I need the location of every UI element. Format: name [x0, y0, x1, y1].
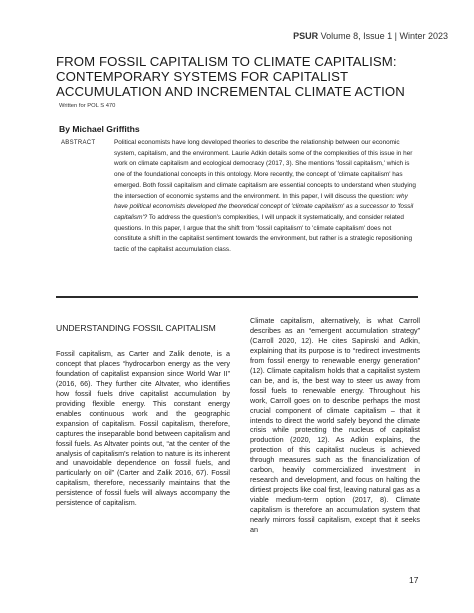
journal-name: PSUR — [293, 31, 319, 41]
body-column-right: Climate capitalism, alternatively, is what Carroll describes as an “emergent accumulation strategy” (Carroll 2020, 12). He cites Sapinski and Adkin, explaining that its purpose is to “redirect investments from fossil energy to renewable energy generation” (12). Climate capitalism holds that a capitalist system can be, and is, the best way to steer us away from fossil fuels to renewable energy. Throughout his work, Carroll goes on to describe perhaps the most crucial component of climate capitalism – that it intends to direct the world safely beyond the climate crisis while protecting the nucleus of capitalist production (2020, 12). As Adkin explains, the protection of this capitalist nucleus is achieved through measures such as the financialization of carbon, heavily commercialized investment in research and development, and focus on halting the dirtiest projects like coal first, leaving natural gas as a viable medium-term option (2017, 8). Climate capitalism is therefore an accumulation system that nearly mirrors fossil capitalism, except that it seeks an — [250, 316, 420, 535]
research-question: why have political economists developed the theoretical concept of 'climate capitalism' as a successor to 'fossil capitalism'? — [114, 192, 414, 221]
abstract-text-before-question: Political economists have long developed theories to describe the relationship between our economic system, capitalism, and the environment. Laurie Adkin details some of the complexities of this issue in her work on climate capitalism and ecological democracy (2017, 3). She mentions 'fossil capitalism,' which is one of the foundational concepts in this ontology. More recently, the concept of 'climate capitalism' has emerged. Both fossil capitalism and climate capitalism are essential concepts to understand when studying the intersection of economic systems and the environment. In this paper, I will discuss the question: — [114, 139, 416, 200]
issue-info: Volume 8, Issue 1 | Winter 2023 — [318, 31, 448, 41]
abstract-text — [114, 138, 417, 256]
journal-header — [293, 31, 448, 41]
abstract-text-after-question: To address the question's complexities, I will unpack it systematically, and consider related questions. In this paper, I argue that the shift from 'fossil capitalism' to 'climate capitalism' does not constitute a shift in the capitalist sentiment towards the environment, but rather is a strategic repositioning tactic of the capitalist accumulation class. — [114, 213, 413, 254]
abstract-label: ABSTRACT — [61, 140, 96, 146]
page-number: 17 — [409, 575, 419, 585]
section-divider — [56, 296, 418, 298]
body-column-left: Fossil capitalism, as Carter and Zalik denote, is a concept that places “hydrocarbon energy as the very foundation of capitalist expansion since World War II” (2016, 66). They further cite Altvater, who identifies how fossil fuels drive capitalist accumulation by providing flexible energy. This constant energy enables continuous work and the geographic expansion of capitalism. Fossil capitalism, therefore, captures the inseparable bond between capitalism and fossil fuels. As Altvater points out, “at the center of the analysis of capitalism's relation to nature is its inherent and unavoidable dependence on fossil fuels, and particularly on oil” (Carter and Zalik 2016, 67). Fossil capitalism, therefore, necessarily maintains that the persistence of fossil fuels will always accompany the persistence of capitalism. — [56, 349, 230, 508]
author-byline: By Michael Griffiths — [59, 124, 140, 134]
article-title: FROM FOSSIL CAPITALISM TO CLIMATE CAPITALISM: CONTEMPORARY SYSTEMS FOR CAPITALIST ACCUMULATION AND INCREMENTAL CLIMATE ACTION — [56, 54, 405, 100]
section-heading: UNDERSTANDING FOSSIL CAPITALISM — [56, 323, 216, 333]
written-for-note: Written for POL S 470 — [59, 103, 116, 109]
